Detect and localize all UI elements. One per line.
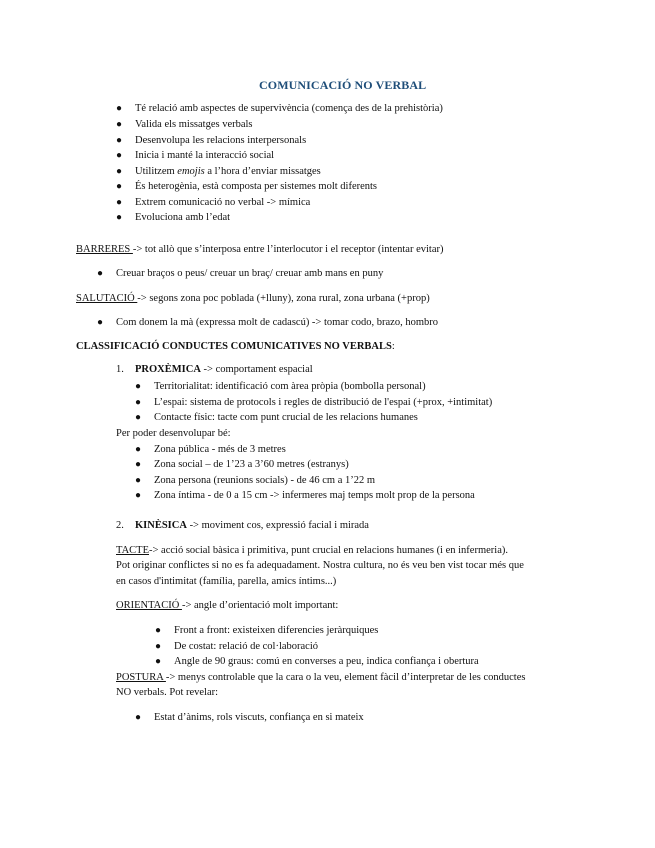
list-item: Front a front: existeixen diferencies jeràrquiques <box>174 625 379 636</box>
bullet-icon: ● <box>135 381 142 392</box>
list-item: Zona persona (reunions socials) - de 46 cm a 1’22 m <box>154 475 376 486</box>
list-item: Zona pública - més de 3 metres <box>154 444 286 455</box>
bullet-icon: ● <box>116 181 123 192</box>
salutacio-line: SALUTACIÓ -> segons zona poc poblada (+lluny), zona rural, zona urbana (+prop) <box>76 293 430 304</box>
barreres-line: BARRERES -> tot allò que s’interposa entre l’interlocutor i el receptor (intentar evitar) <box>76 244 444 255</box>
list-item: Contacte físic: tacte com punt crucial de les relacions humanes <box>154 412 418 423</box>
bullet-icon: ● <box>116 197 123 208</box>
page-title: COMUNICACIÓ NO VERBAL <box>259 78 427 92</box>
bullet-icon: ● <box>135 490 142 501</box>
list-item: De costat: relació de col·laboració <box>174 641 319 652</box>
bullet-icon: ● <box>155 641 162 652</box>
per-poder-text: Per poder desenvolupar bé: <box>116 428 231 439</box>
bullet-icon: ● <box>97 268 104 279</box>
postura-line-2: NO verbals. Pot revelar: <box>116 687 219 698</box>
emojis-term: emojis <box>177 166 205 177</box>
bullet-icon: ● <box>116 103 123 114</box>
bullet-icon: ● <box>135 412 142 423</box>
list-item: Creuar braços o peus/ creuar un braç/ creuar amb mans en puny <box>116 268 384 279</box>
barreres-term: BARRERES <box>76 244 133 255</box>
list-item: L’espai: sistema de protocols i regles de distribució de l'espai (+prox, +intimitat) <box>154 397 493 408</box>
tacte-term: TACTE <box>116 545 149 556</box>
salutacio-term: SALUTACIÓ <box>76 293 138 304</box>
orientacio-line: ORIENTACIÓ -> angle d’orientació molt important: <box>116 600 339 611</box>
list-item: Zona social – de 1’23 a 3’60 metres (estranys) <box>154 459 349 470</box>
list-item: Estat d’ànims, rols viscuts, confiança en si mateix <box>154 712 364 723</box>
proxemica-heading: PROXÈMICA -> comportament espacial <box>135 364 313 375</box>
list-item: Utilitzem emojis a l’hora d’enviar missatges <box>135 166 321 177</box>
tacte-line-3: en casos d'intimitat (família, parella, amics íntims...) <box>116 576 337 587</box>
bullet-icon: ● <box>116 150 123 161</box>
bullet-icon: ● <box>116 166 123 177</box>
bullet-icon: ● <box>135 444 142 455</box>
bullet-icon: ● <box>97 317 104 328</box>
list-item: Valida els missatges verbals <box>135 119 253 130</box>
bullet-icon: ● <box>116 119 123 130</box>
bullet-icon: ● <box>116 212 123 223</box>
bullet-icon: ● <box>155 656 162 667</box>
list-item: Extrem comunicació no verbal -> mímica <box>135 197 311 208</box>
bullet-icon: ● <box>135 475 142 486</box>
list-item: Zona íntima - de 0 a 15 cm -> infermeres maj temps molt prop de la persona <box>154 490 475 501</box>
list-item: És heterogènia, està composta per sistemes molt diferents <box>135 181 378 192</box>
classificacio-heading: CLASSIFICACIÓ CONDUCTES COMUNICATIVES NO VERBALS: <box>76 341 395 352</box>
bullet-icon: ● <box>135 712 142 723</box>
bullet-icon: ● <box>155 625 162 636</box>
list-item: Territorialitat: identificació com àrea pròpia (bombolla personal) <box>154 381 426 392</box>
list-item: Evoluciona amb l’edat <box>135 212 231 223</box>
tacte-line-2: Pot originar conflictes si no es fa adequadament. Nostra cultura, no és veu ben vist tocar més que <box>116 560 524 571</box>
tacte-line: TACTE-> acció social bàsica i primitiva, punt crucial en relacions humanes (i en infermeria). <box>116 545 508 556</box>
kinesica-number: 2. <box>116 520 124 531</box>
list-item: Com donem la mà (expressa molt de cadascú) -> tomar codo, brazo, hombro <box>116 317 438 328</box>
orientacio-term: ORIENTACIÓ <box>116 600 182 611</box>
proxemica-number: 1. <box>116 364 124 375</box>
postura-line: POSTURA -> menys controlable que la cara o la veu, element fàcil d’interpretar de les conductes <box>116 672 526 683</box>
kinesica-heading: KINÈSICA -> moviment cos, expressió facial i mirada <box>135 520 369 531</box>
list-item: Angle de 90 graus: comú en converses a peu, indica confiança i obertura <box>174 656 479 667</box>
list-item: Inicia i manté la interacció social <box>135 150 275 161</box>
bullet-icon: ● <box>135 397 142 408</box>
bullet-icon: ● <box>116 135 123 146</box>
list-item: Desenvolupa les relacions interpersonals <box>135 135 307 146</box>
list-item: Té relació amb aspectes de supervivència (comença des de la prehistòria) <box>135 103 443 114</box>
postura-term: POSTURA <box>116 672 166 683</box>
bullet-icon: ● <box>135 459 142 470</box>
